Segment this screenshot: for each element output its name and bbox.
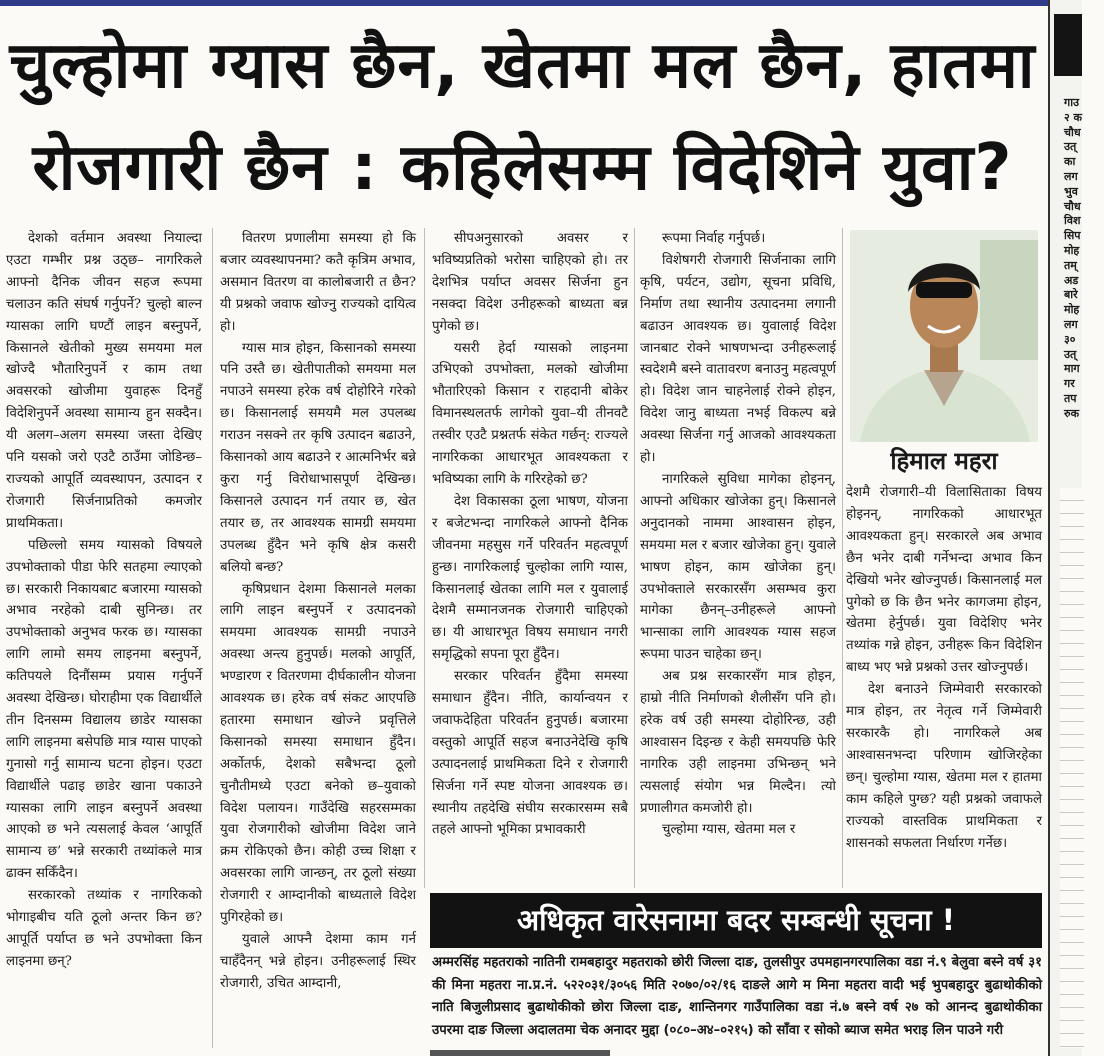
sidebar-line: गर — [1064, 377, 1075, 391]
sidebar-line: बारे — [1064, 288, 1078, 302]
notice-title: अधिकृत वारेसनामा बदर सम्बन्धी सूचना ! — [430, 893, 1042, 948]
column-rule — [212, 228, 213, 1048]
paragraph: सरकार परिवर्तन हुँदैमा समस्या समाधान हुँदैन। नीति, कार्यान्वयन र जवाफदेहिता परिवर्तन हुनुपर्छ। बजारमा वस्तुको आपूर्ति सहज बनाउनेदेखि कृषि उत्पादनलाई प्राथमिकता दिने र रोजगारी सिर्जना गर्ने स्पष्ट योजना आवश्यक छ। स्थानीय तहदेखि संघीय सरकारसम्म सबै तहले आफ्नो भूमिका प्रभावकारी — [432, 669, 628, 838]
article-column-3 — [432, 228, 628, 888]
paragraph: वितरण प्रणालीमा समस्या हो कि बजार व्यवस्थापनमा? कतै कृत्रिम अभाव, असमान वितरण वा कालोबजारी त छैन? यी प्रश्नको जवाफ खोज्नु राज्यको दायित्व हो। — [220, 231, 416, 334]
sidebar-line: मोह — [1064, 303, 1080, 317]
paragraph: देश बनाउने जिम्मेवारी सरकारको मात्र होइन, तर नेतृत्व गर्ने जिम्मेवारी सरकारकै हो। नागरिकले अब आश्वासनभन्दा परिणाम खोजिरहेका छन्। चुल्होमा ग्यास, खेतमा मल र हातमा काम कहिले पुग्छ? यही प्रश्नको जवाफले राज्यको वास्तविक प्राथमिकता र शासनको सफलता निर्धारण गर्नेछ। — [846, 682, 1042, 851]
sidebar-line: का — [1064, 155, 1076, 169]
paragraph: युवाले आफ्नै देशमा काम गर्न चाहँदैनन् भन्ने होइन। उनीहरूलाई स्थिर रोजगारी, उचित आम्दानी, — [220, 932, 416, 991]
sidebar-line: अड — [1064, 273, 1079, 287]
article-column-1 — [6, 228, 202, 1028]
paragraph: पछिल्लो समय ग्यासको विषयले उपभोक्ताको पीडा फेरि सतहमा ल्याएको छ। सरकारी निकायबाट बजारमा ग्यासको अभाव नरहेको दाबी सुनिन्छ। तर उपभोक्ताको अनुभव फरक छ। ग्यासका लागि लामो समय लाइनमा बस्नुपर्ने, कतिपयले दिनौंसम्म प्रयास गर्नुपर्ने अवस्था देखिन्छ। घोराहीमा एक विद्यार्थीले तीन दिनसम्म विद्यालय छाडेर ग्यासका लागि लाइनमा बसेपछि मात्र ग्यास पाएको गुनासो गर्नु सामान्य घटना होइन। एउटा विद्यार्थीले पढाइ छाडेर खाना पकाउने ग्यासका लागि लाइन बस्नुपर्ने अवस्था आएको छ भने त्यसलाई केवल ‘आपूर्ति सामान्य छ’ भन्ने सरकारी तथ्यांकले मात्र ढाक्न सकिँदैन। — [6, 537, 202, 882]
paragraph: चुल्होमा ग्यास, खेतमा मल र — [662, 822, 796, 838]
paragraph: देशको वर्तमान अवस्था नियाल्दा एउटा गम्भीर प्रश्न उठ्छ– नागरिकले आफ्नो दैनिक जीवन सहज रूपमा चलाउन कति संघर्ष गर्नुपर्ने? चुल्हो बाल्न ग्यासका लागि घण्टौं लाइन बस्नुपर्ने, किसानले खेतीको मुख्य समयमा मल खोज्दै भौतारिनुपर्ने र काम तथा अवसरको खोजीमा युवाहरू दिनहुँ विदेशिनुपर्ने अवस्था सामान्य हुन सक्दैन। यी अलग–अलग समस्या जस्ता देखिए पनि यसको जरो एउटै ठाउँमा जोडिन्छ–राज्यको आपूर्ति व्यवस्थापन, उत्पादन र रोजगारी सिर्जनाप्रतिको कमजोर प्राथमिकता। — [6, 231, 202, 531]
sidebar-line: उत् — [1064, 347, 1077, 361]
sidebar-line: चौध — [1064, 125, 1081, 139]
sidebar-line: तप — [1064, 391, 1077, 405]
sidebar-line: लग — [1064, 317, 1078, 331]
sidebar-line: चौध — [1064, 199, 1081, 213]
sidebar-line: ३० — [1064, 332, 1076, 346]
sidebar-line: मोह — [1064, 243, 1080, 257]
article-column-2 — [220, 228, 416, 1048]
column-rule — [424, 228, 425, 888]
sidebar-line: रुक — [1064, 406, 1080, 420]
author-portrait-graphic — [850, 230, 1038, 442]
next-article-fragment — [430, 1050, 610, 1056]
paragraph: अब प्रश्न सरकारसँग मात्र होइन, हाम्रो नीति निर्माणको शैलीसँग पनि हो। हरेक वर्ष उही समस्या दोहोरिन्छ, उही आश्वासन दिइन्छ र केही समयपछि फेरि नागरिक उही लाइनमा उभिन्छन् भने त्यसलाई संयोग भन्न मिल्दैन। त्यो प्रणालीगत कमजोरी हो। — [640, 669, 836, 816]
adjacent-column-sidebar — [1048, 0, 1082, 1056]
sidebar-ruled-lines — [1060, 488, 1084, 1048]
paragraph: यसरी हेर्दा ग्यासको लाइनमा उभिएको उपभोक्ता, मलको खोजीमा भौतारिएको किसान र राहदानी बोकेर विमानस्थलतर्फ लागेको युवा–यी तीनवटै तस्वीर एउटै प्रश्नतर्फ संकेत गर्छन्: राज्यले नागरिकका आधारभूत आवश्यकता र भविष्यका लागि के गरिरहेको छ? — [432, 340, 628, 487]
column-rule — [634, 228, 635, 888]
sidebar-dark-block — [1054, 14, 1082, 76]
paragraph: सीपअनुसारको अवसर र भविष्यप्रतिको भरोसा चाहिएको हो। तर देशभित्र पर्याप्त अवसर सिर्जना हुन नसक्दा विदेश उनीहरूको बाध्यता बन्न पुगेको छ। — [432, 231, 628, 334]
paragraph: सरकारको तथ्यांक र नागरिकको भोगाइबीच यति ठूलो अन्तर किन छ? आपूर्ति पर्याप्त छ भने उपभोक्ता किन लाइनमा छन्? — [6, 888, 202, 969]
sidebar-line: भुव — [1064, 184, 1078, 198]
article-column-4 — [640, 228, 836, 888]
sidebar-line: तम् — [1064, 258, 1077, 272]
top-color-band — [0, 0, 1080, 6]
paragraph: देशमै रोजगारी–यी विलासिताका विषय होइनन्, नागरिकको आधारभूत आवश्यकता हुन्। सरकारले अब अभाव छैन भनेर दाबी गर्नेभन्दा अभाव किन देखियो भनेर खोज्नुपर्छ। किसानलाई मल पुगेको छ कि छैन भनेर कागजमा होइन, खेतमा हेर्नुपर्छ। युवा विदेशिए भनेर तथ्यांक गन्ने होइन, उनीहरू किन विदेशिन बाध्य भए भन्ने प्रश्नको उत्तर खोज्नुपर्छ। — [846, 485, 1042, 676]
sidebar-line: गाउ — [1064, 96, 1080, 109]
article-column-5 — [846, 482, 1042, 892]
author-byline: हिमाल महरा — [890, 447, 998, 475]
paragraph: कृषिप्रधान देशमा किसानले मलका लागि लाइन बस्नुपर्ने र उत्पादनको समयमा आवश्यक सामग्री नपाउने अवस्था अन्त्य हुनुपर्छ। मलको आपूर्ति, भण्डारण र वितरणमा दीर्घकालीन योजना आवश्यक छ। हरेक वर्ष संकट आएपछि हतारमा समाधान खोज्ने प्रवृत्तिले किसानको समस्या समाधान हुँदैन। अर्कोतर्फ, देशको सबैभन्दा ठूलो चुनौतीमध्ये एउटा बनेको छ–युवाको विदेश पलायन। गाउँदेखि सहरसम्मका युवा रोजगारीको खोजीमा विदेश जाने क्रम रोकिएको छैन। कोही उच्च शिक्षा र अवसरका लागि जान्छन्, तर ठूलो संख्या रोजगारी र आम्दानीको बाध्यताले विदेश पुगिरहेको छ। — [220, 581, 416, 926]
sidebar-line: माग — [1064, 362, 1080, 376]
column-rule — [842, 228, 843, 888]
sidebar-line: लग — [1064, 169, 1078, 183]
headline-line-1: चुल्होमा ग्यास छैन, खेतमा मल छैन, हातमा — [9, 29, 1036, 103]
paragraph: नागरिकले सुविधा मागेका होइनन्, आफ्नो अधिकार खोजेका हुन्। किसानले अनुदानको नाममा आश्वासन होइन, समयमा मल र बजार खोजेका हुन्। युवाले भाषण होइन, काम खोजेका हुन्। उपभोक्ताले सरकारसँग असम्भव कुरा मागेका छैनन्–उनीहरूले आफ्नो भान्साका लागि आवश्यक ग्यास सहज रूपमा पाउन चाहेका छन्। — [640, 471, 836, 663]
paragraph: देश विकासका ठूला भाषण, योजना र बजेटभन्दा नागरिकले आफ्नो दैनिक जीवनमा महसुस गर्ने परिवर्तन महत्वपूर्ण हुन्छ। नागरिकलाई चुल्होका लागि ग्यास, किसानलाई खेतका लागि मल र युवालाई देशमै सम्मानजनक रोजगारी चाहिएको छ। यी आधारभूत विषय समाधान नगरी समृद्धिको सपना पूरा हुँदैन। — [432, 493, 628, 663]
sidebar-line: उत् — [1064, 140, 1077, 154]
paragraph: विशेषगरी रोजगारी सिर्जनाका लागि कृषि, पर्यटन, उद्योग, सूचना प्रविधि, निर्माण तथा स्थानीय उत्पादनमा लगानी बढाउन आवश्यक छ। युवालाई विदेश जानबाट रोक्ने भाषणभन्दा उनीहरूलाई स्वदेशमै बस्ने वातावरण बनाउनु महत्वपूर्ण हो। विदेश जान चाहनेलाई रोक्ने होइन, विदेश जानु बाध्यता नभई विकल्प बन्ने अवस्था सिर्जना गर्नु आजको आवश्यकता हो। — [640, 252, 836, 466]
headline-line-2: रोजगारी छैन : कहिलेसम्म विदेशिने युवा? — [32, 131, 1013, 205]
paragraph: रूपमा निर्वाह गर्नुपर्छ। — [662, 231, 766, 246]
notice-body: अम्मरसिंह महतराको नातिनी रामबहादुर महतराको छोरी जिल्ला दाङ, तुलसीपुर उपमहानगरपालिका वडा नं.९ बेलुवा बस्ने वर्ष ३१ की मिना महतरा ना.प्र.नं. ५२२०३१/३०५६ मिति २०७०/०२/१६ दाङले आगे म मिना महतरा वादी भई भुपबहादुर बुढाथोकीको नाति बिजुलीप्रसाद बुढाथोकीको छोरा जिल्ला दाङ, शान्तिनगर गाउँपालिका वडा नं.७ बस्ने वर्ष २७ को आनन्द बुढाथोकीका उपरमा दाङ जिल्ला अदालतमा चेक अनादर मुद्दा (०८०–अ४–०२१५) को साँवा र सोको ब्याज समेत भराइ लिन पाउने गरी — [432, 955, 1042, 1038]
sidebar-line: सिप — [1064, 229, 1081, 243]
sidebar-line: २ क — [1064, 110, 1082, 124]
paragraph: ग्यास मात्र होइन, किसानको समस्या पनि उस्तै छ। खेतीपातीको समयमा मल नपाउने समस्या हरेक वर्ष दोहोरिने गरेको छ। किसानलाई समयमै मल उपलब्ध गराउन नसक्ने तर कृषि उत्पादन बढाउने, किसानको आय बढाउने र आत्मनिर्भर बन्ने कुरा गर्नु विरोधाभासपूर्ण देखिन्छ। किसानले उत्पादन गर्न तयार छ, खेत तयार छ, तर आवश्यक सामग्री समयमा उपलब्ध हुँदैन भने कृषि क्षेत्र कसरी बलियो बन्छ? — [220, 340, 416, 575]
sidebar-line: विश — [1064, 214, 1081, 228]
sidebar-text — [1064, 96, 1104, 422]
author-photo — [850, 230, 1038, 442]
